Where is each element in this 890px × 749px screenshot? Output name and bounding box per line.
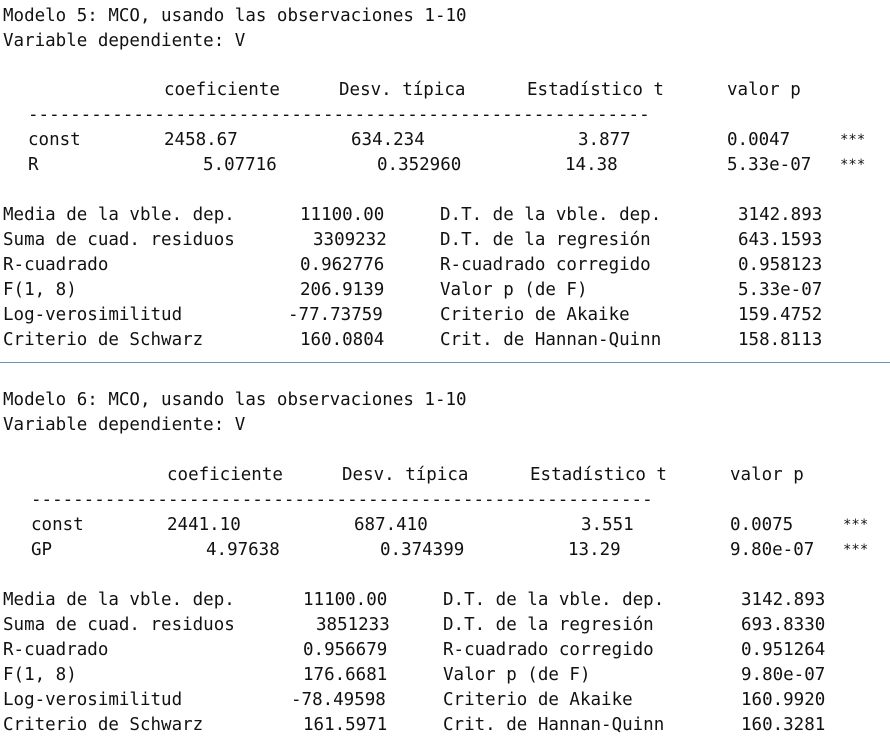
coef-name: GP	[31, 540, 53, 560]
header-std-error: Desv. típica	[342, 465, 469, 485]
significance-stars: ***	[843, 542, 869, 558]
coef-std-error: 634.234	[351, 130, 425, 150]
coef-t-stat: 14.38	[565, 155, 618, 175]
stat-value: 5.33e-07	[738, 280, 823, 300]
stat-label: D.T. de la vble. dep.	[443, 590, 665, 610]
stat-label: D.T. de la vble. dep.	[440, 205, 662, 225]
coef-std-error: 0.374399	[380, 540, 465, 560]
stat-label: Criterio de Akaike	[440, 305, 630, 325]
stat-label: Media de la vble. dep.	[3, 205, 235, 225]
stat-label: Criterio de Akaike	[443, 690, 633, 710]
stat-value: 643.1593	[738, 230, 823, 250]
stat-label: F(1, 8)	[3, 665, 77, 685]
coef-t-stat: 3.551	[581, 515, 634, 535]
coef-value: 2458.67	[164, 130, 238, 150]
stat-value: 176.6681	[303, 665, 388, 685]
header-p-value: valor p	[730, 465, 804, 485]
coef-t-stat: 13.29	[568, 540, 621, 560]
stat-value: 161.5971	[303, 715, 388, 735]
header-coefficient: coeficiente	[167, 465, 283, 485]
stat-value: 693.8330	[741, 615, 826, 635]
coef-name: R	[28, 155, 39, 175]
stat-label: R-cuadrado corregido	[440, 255, 651, 275]
coef-p-value: 9.80e-07	[730, 540, 815, 560]
stat-value: 160.3281	[741, 715, 826, 735]
coef-p-value: 0.0047	[727, 130, 791, 150]
stat-value: 0.951264	[741, 640, 826, 660]
stat-label: Suma de cuad. residuos	[3, 615, 235, 635]
header-t-stat: Estadístico t	[530, 465, 667, 485]
stat-label: R-cuadrado	[3, 255, 109, 275]
stat-label: Criterio de Schwarz	[3, 330, 204, 350]
header-std-error: Desv. típica	[339, 80, 466, 100]
significance-stars: ***	[843, 517, 869, 533]
coef-value: 2441.10	[167, 515, 241, 535]
stat-value: -78.49598	[291, 690, 386, 710]
coef-std-error: 0.352960	[377, 155, 462, 175]
stat-value: 160.9920	[741, 690, 826, 710]
significance-stars: ***	[840, 132, 866, 148]
stat-value: 3142.893	[741, 590, 826, 610]
dependent-variable: Variable dependiente: V	[3, 31, 246, 51]
stat-label: D.T. de la regresión	[443, 615, 654, 635]
significance-stars: ***	[840, 157, 866, 173]
coef-value: 4.97638	[206, 540, 280, 560]
stat-label: Log-verosimilitud	[3, 305, 183, 325]
stat-label: Media de la vble. dep.	[3, 590, 235, 610]
table-separator: -----------------------------------------------------------	[28, 105, 650, 125]
stat-value: 158.8113	[738, 330, 823, 350]
panel-divider	[0, 362, 890, 363]
model-title: Modelo 6: MCO, usando las observaciones 1-10	[3, 390, 467, 410]
stat-value: 159.4752	[738, 305, 823, 325]
stat-value: 160.0804	[300, 330, 385, 350]
stat-label: Valor p (de F)	[443, 665, 591, 685]
stat-label: R-cuadrado	[3, 640, 109, 660]
stat-value: 11100.00	[300, 205, 385, 225]
table-separator: -----------------------------------------------------------	[31, 490, 653, 510]
stat-label: Crit. de Hannan-Quinn	[440, 330, 662, 350]
header-p-value: valor p	[727, 80, 801, 100]
coef-p-value: 5.33e-07	[727, 155, 812, 175]
coef-std-error: 687.410	[354, 515, 428, 535]
header-t-stat: Estadístico t	[527, 80, 664, 100]
stat-value: 3142.893	[738, 205, 823, 225]
stat-label: Valor p (de F)	[440, 280, 588, 300]
model-title: Modelo 5: MCO, usando las observaciones 1-10	[3, 6, 467, 26]
stat-value: 9.80e-07	[741, 665, 826, 685]
stat-label: R-cuadrado corregido	[443, 640, 654, 660]
model-output-panel	[0, 0, 890, 362]
header-coefficient: coeficiente	[164, 80, 280, 100]
stat-label: Log-verosimilitud	[3, 690, 183, 710]
model-output-panel	[0, 383, 890, 749]
coef-name: const	[28, 130, 81, 150]
stat-value: 3851233	[316, 615, 390, 635]
coef-p-value: 0.0075	[730, 515, 794, 535]
stat-value: 206.9139	[300, 280, 385, 300]
coef-t-stat: 3.877	[578, 130, 631, 150]
stat-label: Suma de cuad. residuos	[3, 230, 235, 250]
stat-value: 0.958123	[738, 255, 823, 275]
stat-label: F(1, 8)	[3, 280, 77, 300]
coef-name: const	[31, 515, 84, 535]
stat-value: 11100.00	[303, 590, 388, 610]
stat-label: Criterio de Schwarz	[3, 715, 204, 735]
stat-label: Crit. de Hannan-Quinn	[443, 715, 665, 735]
stat-value: 0.962776	[300, 255, 385, 275]
dependent-variable: Variable dependiente: V	[3, 415, 246, 435]
coef-value: 5.07716	[203, 155, 277, 175]
stat-value: 3309232	[313, 230, 387, 250]
stat-label: D.T. de la regresión	[440, 230, 651, 250]
stat-value: 0.956679	[303, 640, 388, 660]
stat-value: -77.73759	[288, 305, 383, 325]
